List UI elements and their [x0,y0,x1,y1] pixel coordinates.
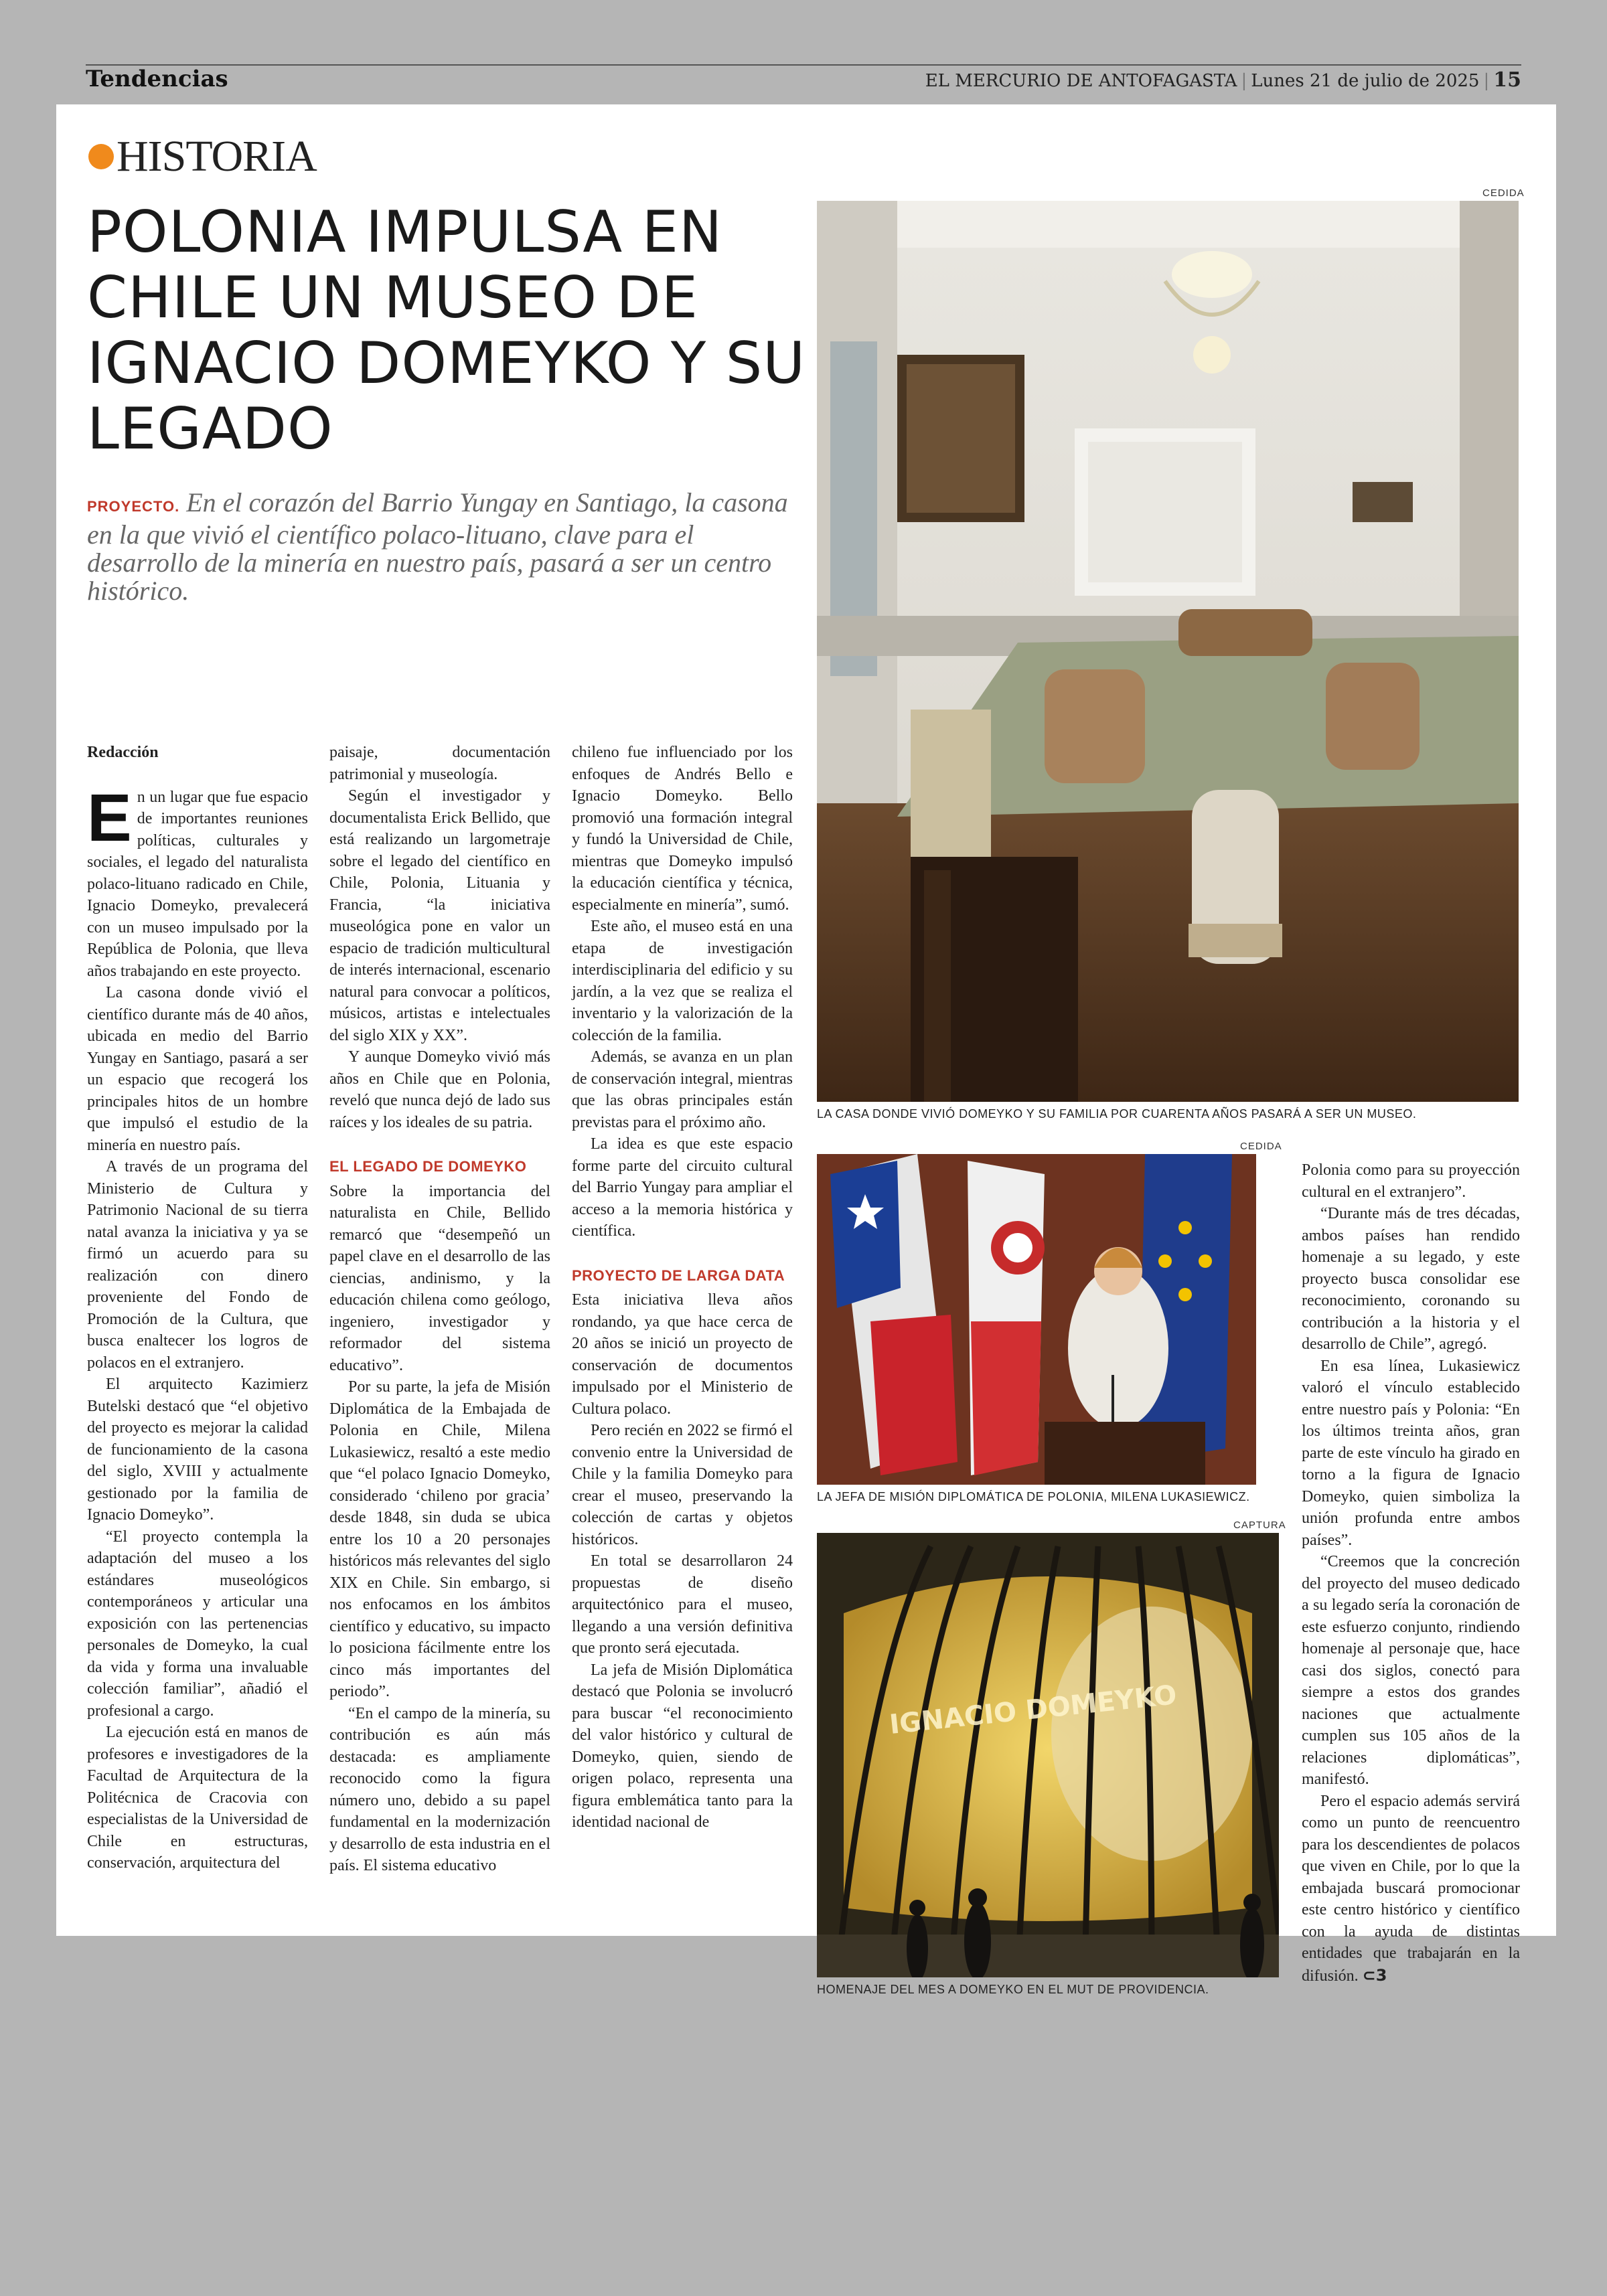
issue-date: Lunes 21 de julio de 2025 [1251,71,1480,91]
paragraph: En esa línea, Lukasiewicz valoró el vínculo establecido entre nuestro país y Polonia: “En los últimos treinta años, gran parte de este vínculo ha girado en torno a la figura de Ignacio Domeyko, quien simboliza la unión profunda entre ambos países”. [1302,1357,1520,1549]
paragraph: Polonia como para su proyección cultural en el extranjero”. [1302,1161,1520,1201]
paragraph: “Creemos que la concreción del proyecto del museo dedicado a su legado sería la coronación de este esfuerzo conjunto, rindiendo homenaje al personaje que, hace casi dos siglos, conectó para siempre a estos dos grandes naciones que actualmente cumplen sus 105 años de la relaciones diplomáticas”, manifestó. [1302,1553,1520,1788]
text-column-2 [329,742,550,1877]
subhead: EL LEGADO DE DOMEYKO [329,1158,527,1175]
text-column-3 [572,742,793,1833]
paragraph: Y aunque Domeyko vivió más años en Chile que en Polonia, reveló que nunca dejó de lado sus raíces y los ideales de su patria. [329,1048,550,1131]
paragraph: Pero el espacio además servirá como un punto de reencuentro para los descendientes de polacos que viven en Chile, por lo que la embajada buscará promocionar este centro histórico y científico con la ayuda de distintas entidades que trabajarán en la difusión. ⊂3 [1302,1792,1520,1985]
tribute-photo [817,1533,1279,1977]
diplomat-photo [817,1154,1256,1485]
header-rule [86,64,1521,66]
paragraph: “Durante más de tres décadas, ambos países han rendido homenaje a su legado, y este proyecto busca consolidar ese reconocimiento, coronando su contribución a la historia y el desarrollo de Chile”, agregó. [1302,1205,1520,1353]
paragraph: Este año, el museo está en una etapa de investigación interdisciplinaria del edificio y su jardín, a la vez que se realiza el inventario y la valorización de la colección de la familia. [572,918,793,1044]
paragraph: Por su parte, la jefa de Misión Diplomática de la Embajada de Polonia en Chile, Milena Lukasiewicz, resaltó a este medio que “el polaco Ignacio Domeyko, considerado ‘chileno por gracia’ desde 1848, sin duda se ubica entre los 10 a 20 personajes históricos más relevantes del siglo XIX en Chile. Sin embargo, si nos enfocamos en los ámbitos científico y educativo, su impacto lo posiciona fácilmente entre los cinco más importantes del periodo”. [329,1378,550,1700]
paragraph: Según el investigador y documentalista Erick Bellido, que está realizando un largometraje sobre el legado del científico en Chile, Polonia, Lituania y Francia, “la iniciativa museológica pone en valor un espacio de tradición multicultural de interés internacional, escenario natural para convocar a políticos, músicos, artistas e intelectuales del siglo XIX y XX”. [329,787,550,1044]
photo2-caption: LA JEFA DE MISIÓN DIPLOMÁTICA DE POLONIA, MILENA LUKASIEWICZ. [817,1490,1250,1503]
byline: Redacción [87,744,159,761]
text-column-4 [1302,1159,1520,1987]
paragraph: Pero recién en 2022 se firmó el convenio entre la Universidad de Chile y la familia Domeyko para crear el museo, preservando la colección de cartas y objetos históricos. [572,1422,793,1548]
paragraph: La idea es que este espacio forme parte del circuito cultural del Barrio Yungay para ampliar el acceso a la memoria histórica y científica. [572,1135,793,1240]
subhead: PROYECTO DE LARGA DATA [572,1266,785,1284]
newspaper-name: EL MERCURIO DE ANTOFAGASTA [925,71,1237,91]
paragraph: En total se desarrollaron 24 propuestas de diseño arquitectónico para el museo, llegando a una versión definitiva que pronto será ejecutada. [572,1552,793,1657]
dek [87,489,810,605]
running-header [86,64,1521,99]
paragraph: El arquitecto Kazimierz Butelski destacó que “el objetivo del proyecto es mejorar la calidad de funcionamiento de la casona del siglo, XVIII y actualmente gestionado por la familia de Ignacio Domeyko”. [87,1376,308,1524]
paragraph: Esta iniciativa lleva años rondando, ya que hace cerca de 20 años se inició un proyecto de conservación de documentos impulsado por el Ministerio de Cultura polaco. [572,1291,793,1418]
photo3-credit: CAPTURA [1233,1520,1286,1531]
headline: POLONIA IMPULSA EN CHILE UN MUSEO DE IGNACIO DOMEYKO Y SU LEGADO [87,199,806,463]
kicker [88,131,317,182]
photo2-credit: CEDIDA [1240,1141,1282,1152]
paragraph: La casona donde vivió el científico durante más de 40 años, ubicada en medio del Barrio Yungay en Santiago, pasará a ser un espacio que recogerá los principales hitos de un hombre que impulsó el estudio de la minería en nuestro país. [87,984,308,1154]
paragraph: La ejecución está en manos de profesores e investigadores de la Facultad de Arquitectura de la Politécnica de Cracovia con especialistas de la Universidad de Chile en estructuras, conservación, arquitectura del [87,1724,308,1872]
paragraph: La jefa de Misión Diplomática destacó que Polonia se involucró para buscar “el reconocimiento del valor histórico y cultural de Domeyko, quien, siendo de origen polaco, representa una figura emblemática tanto para la identidad nacional de [572,1661,793,1831]
dek-label: PROYECTO. [87,498,180,515]
dek-text: En el corazón del Barrio Yungay en Santiago, la casona en la que vivió el científico polaco-lituano, clave para el desarrollo de la minería en nuestro país, pasará a ser un centro histórico. [87,487,788,606]
photo3-caption: HOMENAJE DEL MES A DOMEYKO EN EL MUT DE PROVIDENCIA. [817,1983,1209,1996]
screen-text: IGNACIO DOMEYKO [888,1679,1178,1740]
kicker-dot-icon [88,144,114,169]
paragraph: Sobre la importancia del naturalista en Chile, Bellido remarcó que “desempeñó un papel clave en el desarrollo de las ciencias, andinismo, y la educación chilena como geólogo, ingeniero, investigador y reformador del sistema educativo”. [329,1182,550,1374]
paragraph: En un lugar que fue espacio de importantes reuniones políticas, culturales y sociales, el legado del naturalista polaco-lituano radicado en Chile, Ignacio Domeyko, prevalecerá con un museo impulsado por la República de Polonia, que lleva años trabajando en este proyecto. [87,780,308,980]
newspaper-page [56,104,1556,1996]
text-column-1 [87,742,308,1874]
page-number: 15 [1493,68,1521,92]
photo1-credit: CEDIDA [1482,187,1525,199]
paragraph: A través de un programa del Ministerio de Cultura y Patrimonio Nacional de su tierra natal avanza la iniciativa y ya se firmó un acuerdo para su realización con dinero proveniente del Fondo de Promoción de la Cultura, que busca enaltecer los logros de polacos en el extranjero. [87,1158,308,1372]
paragraph: Además, se avanza en un plan de conservación integral, mientras que las obras principales están previstas para el próximo año. [572,1048,793,1131]
paragraph: “El proyecto contempla la adaptación del museo a los estándares museológicos contemporáneos y articular una exposición con las pertenencias personales de Domeyko, la cual da vida y forma una invaluable colección familiar”, añadió el profesional a cargo. [87,1528,308,1720]
paragraph: chileno fue influenciado por los enfoques de Andrés Bello e Ignacio Domeyko. Bello promovió una formación integral y fundó la Universidad de Chile, mientras que Domeyko impulsó la educación científica y técnica, especialmente en minería”, sumó. [572,744,793,914]
parlor-photo [817,201,1519,1102]
masthead: EL MERCURIO DE ANTOFAGASTA | Lunes 21 de julio de 2025 | 15 [925,68,1521,92]
paragraph: “En el campo de la minería, su contribución es aún más destacada: es ampliamente reconocido como la figura número uno, debido a su papel fundamental en la modernización y desarrollo de esta industria en el país. El sistema educativo [329,1704,550,1874]
end-mark: ⊂3 [1362,1965,1387,1985]
photo1-caption: LA CASA DONDE VIVIÓ DOMEYKO Y SU FAMILIA POR CUARENTA AÑOS PASARÁ A SER UN MUSEO. [817,1107,1417,1121]
drop-cap: E [87,780,132,855]
paragraph: paisaje, documentación patrimonial y museología. [329,744,550,783]
section-label: Tendencias [86,66,228,92]
kicker-label: HISTORIA [117,132,317,181]
